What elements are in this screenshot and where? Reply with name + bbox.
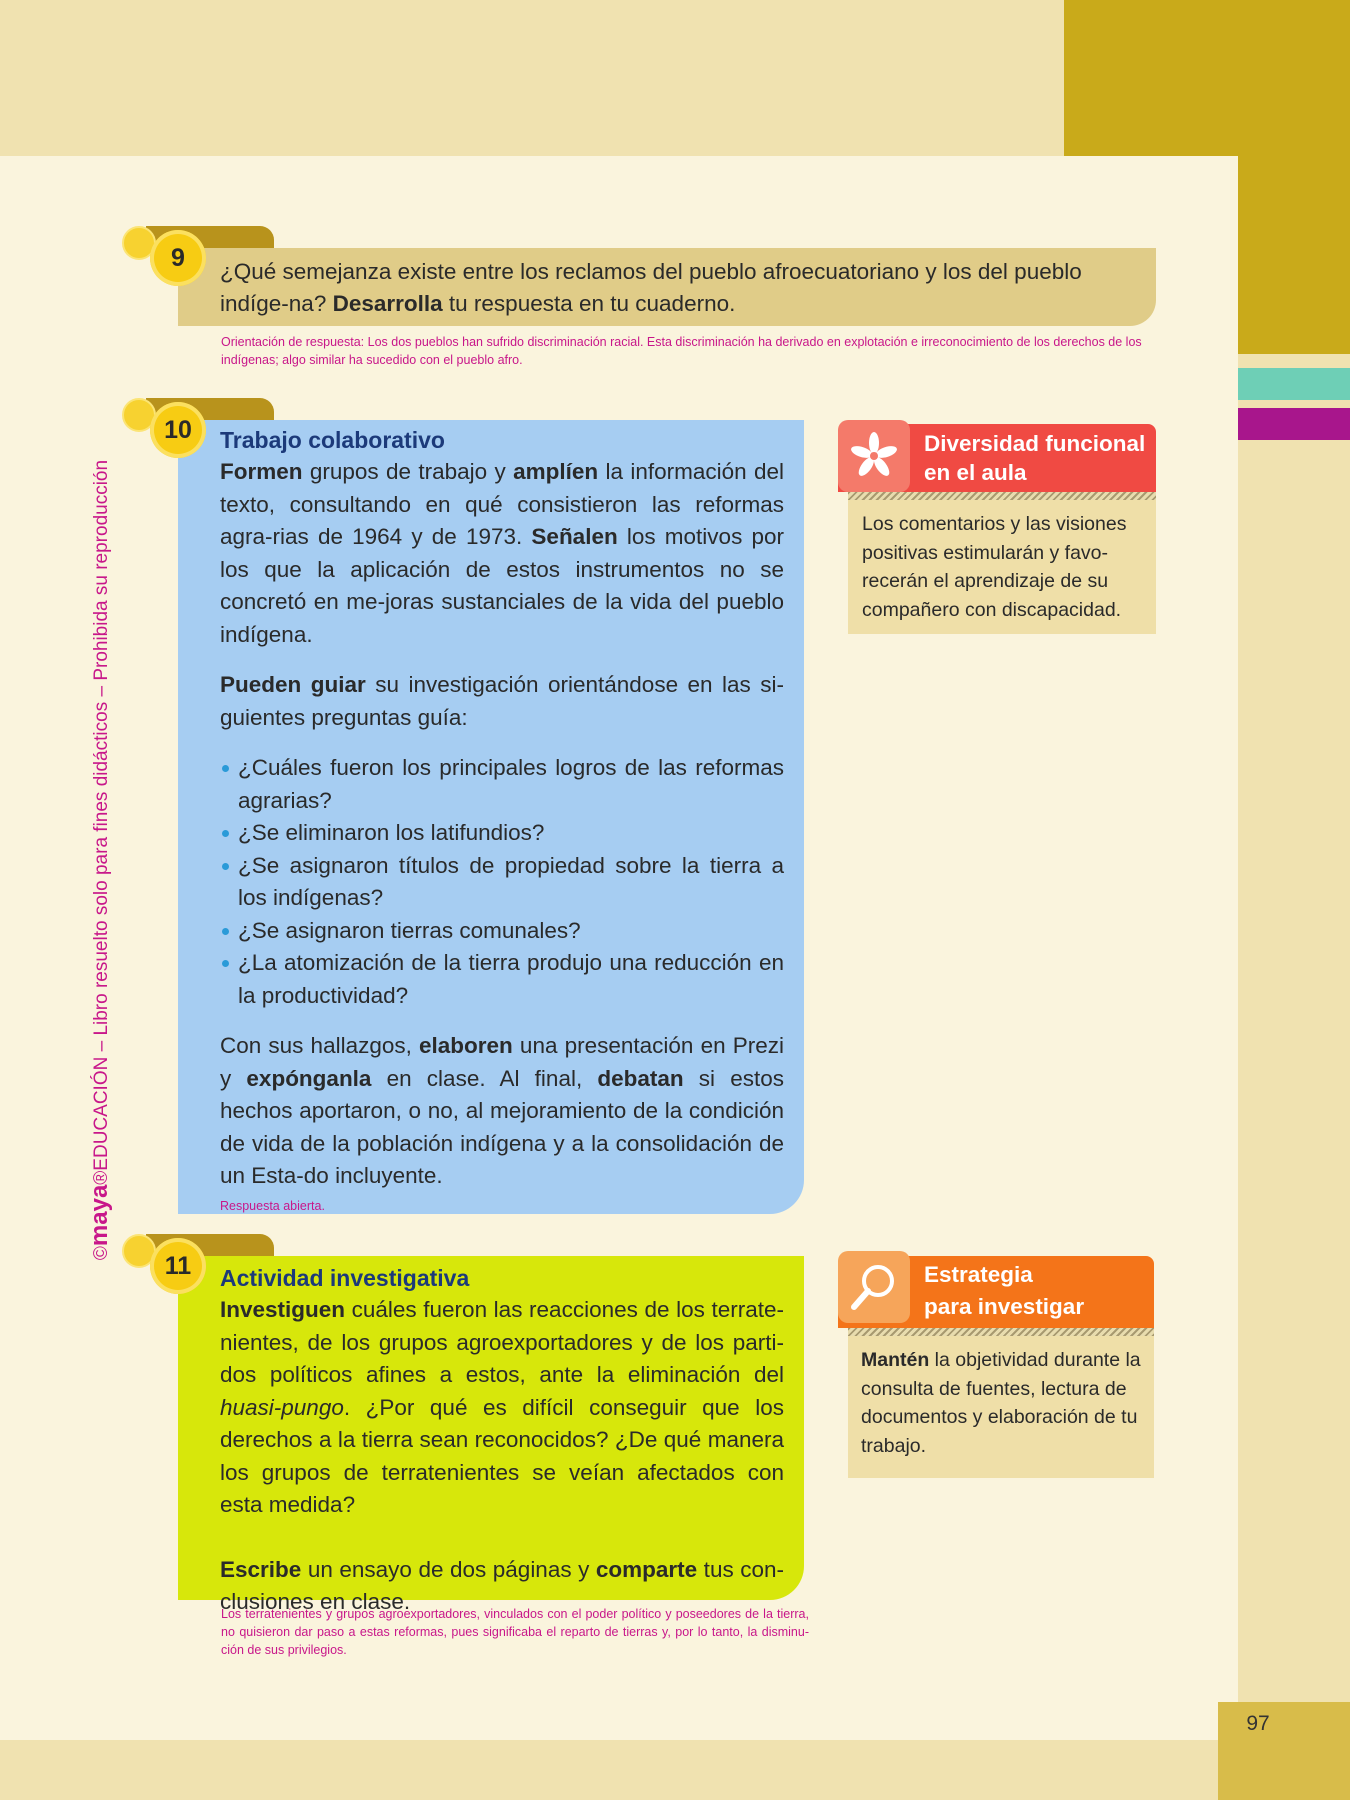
copyright-symbol: © [91,1246,112,1261]
hatch-divider [848,1328,1154,1336]
list-item: ¿Cuáles fueron los principales logros de las reformas agrarias? [220,752,784,817]
side-teal-strip [1238,368,1350,400]
side-cream-strip [1238,440,1350,1800]
question-9-text: ¿Qué semejanza existe entre los reclamos del pueblo afroecuatoriano y los del pueblo indíge-na? Desarrolla tu respuesta en tu cuaderno. [220,259,1082,316]
side-color-strip [1238,156,1350,354]
side-magenta-strip [1238,408,1350,440]
activity-11-number: 11 [164,1252,192,1280]
copyright-notice [86,430,114,1290]
activity-10-paragraph-1: Formen grupos de trabajo y amplíen la información del texto, consultando en qué consistieron las reformas agra-rias de 1964 y de 1973. Señalen los motivos por los que la aplicación de estos instrumentos no se concretó en me-joras sustanciales de la vida del pueblo indígena. [220,459,785,647]
strategy-title: Estrategia para investigar [924,1262,1085,1319]
question-9-answer: Orientación de respuesta: Los dos pueblos han sufrido discriminación racial. Esta discriminación ha derivado en explotación e irreconocimiento de los derechos de los indígenas; algo similar ha sucedido con el pueblo afro. [221,335,1142,367]
activity-10-answer: Respuesta abierta. [220,1198,325,1213]
list-item: ¿Se asignaron títulos de propiedad sobre la tierra a los indígenas? [220,850,784,915]
guide-questions-list [220,752,784,1012]
top-band [0,0,1064,156]
activity-11-content [220,1262,784,1619]
activity-11-answer: Los terratenientes y grupos agroexportadores, vinculados con el poder político y poseedores de la tierra, no quisieron dar paso a estas reformas, pues significaba el reparto de tierras y, por lo tanto, la disminu-ción de sus privilegios. [221,1607,809,1657]
copyright-text: ®EDUCACIÓN – Libro resuelto solo para fines didácticos – Prohibida su reproducción [91,459,112,1185]
activity-10-title: Trabajo colaborativo [220,427,445,453]
hatch-divider [848,492,1156,500]
list-item: ¿Se eliminaron los latifundios? [220,817,784,850]
bottom-band [0,1740,1218,1800]
activity-11-paragraph-1: Investiguen cuáles fueron las reacciones de los terrate-nientes, de los grupos agroexportadores y de los parti-dos políticos afines a estos, ante la eliminación del huasi-pungo. ¿Por qué es difícil conseguir que los derechos a la tierra sean reconocidos? ¿De qué manera los grupos de terratenientes se veían afectados con esta medida? [220,1297,784,1517]
list-item: ¿Se asignaron tierras comunales? [220,915,784,948]
activity-10-paragraph-2: Pueden guiar su investigación orientándose en las si-guientes preguntas guía: [220,672,785,730]
list-item: ¿La atomización de la tierra produjo una reducción en la productividad? [220,947,784,1012]
activity-10-number: 10 [164,416,192,444]
corner-color-block [1064,0,1350,156]
activity-11-paragraph-2: Escribe un ensayo de dos páginas y comparte tus con-clusiones en clase. [220,1556,784,1614]
diversity-title: Diversidad funcional en el aula [924,431,1146,485]
flower-icon [838,420,910,492]
magnifier-icon [838,1251,910,1323]
page-number: 97 [1246,1712,1270,1735]
activity-10-paragraph-3: Con sus hallazgos, elaboren una presentación en Prezi y expónganla en clase. Al final, debatan si estos hechos aportaron, o no, al mejoramiento de la condición de vida de la población indígena y a la consolidación de un Esta-do incluyente. [220,1033,785,1188]
strategy-body: Mantén la objetividad durante la consulta de fuentes, lectura de documentos y elaboración de tu trabajo. [848,1336,1154,1478]
diversity-body: Los comentarios y las visiones positivas estimularán y favo-recerán el aprendizaje de su compañero con discapacidad. [848,500,1156,634]
activity-11-title: Actividad investigativa [220,1265,470,1291]
question-9-number: 9 [171,244,185,272]
brand-logo-text: maya [86,1184,113,1247]
activity-10-content [220,424,784,1215]
